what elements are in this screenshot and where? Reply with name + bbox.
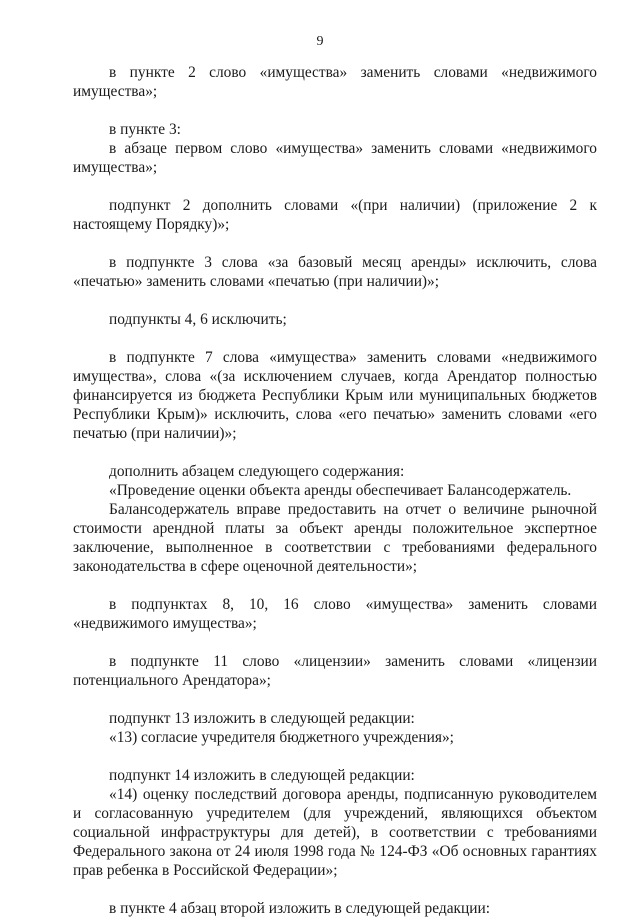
paragraph: в абзаце первом слово «имущества» заменить словами «недвижимого имущества»;: [73, 140, 597, 176]
paragraph: подпункт 2 дополнить словами «(при наличии) (приложение 2 к настоящему Порядку)»;: [73, 197, 597, 233]
paragraph: подпункт 14 изложить в следующей редакции:: [109, 767, 415, 784]
paragraph: в пункте 3:: [109, 121, 181, 138]
paragraph: в пункте 2 слово «имущества» заменить словами «недвижимого имущества»;: [73, 64, 597, 100]
paragraph: подпункты 4, 6 исключить;: [109, 311, 287, 328]
paragraph: в пункте 4 абзац второй изложить в следующей редакции:: [109, 900, 490, 917]
paragraph: в подпункте 3 слова «за базовый месяц аренды» исключить, слова «печатью» заменить словами «печатью (при наличии)»;: [73, 254, 597, 290]
paragraph: Балансодержатель вправе предоставить на отчет о величине рыночной стоимости арендной платы за объект аренды положительное экспертное заключение, выполненное в соответствии с требованиями федерального законодательства в сфере оценочной деятельности»;: [73, 501, 597, 575]
paragraph: «14) оценку последствий договора аренды, подписанную руководителем и согласованную учредителем (для учреждений, являющихся объектом социальной инфраструктуры для детей), в соответствии с требованиями Федерального закона от 24 июля 1998 года № 124-ФЗ «Об основных гарантиях прав ребенка в Российской Федерации»;: [73, 786, 597, 879]
paragraph: в подпункте 11 слово «лицензии» заменить словами «лицензии потенциального Арендатора»;: [73, 653, 597, 689]
page-number: 9: [316, 34, 324, 49]
paragraph: подпункт 13 изложить в следующей редакции:: [109, 710, 415, 727]
paragraph: в подпунктах 8, 10, 16 слово «имущества» заменить словами «недвижимого имущества»;: [73, 596, 597, 632]
paragraph: «Проведение оценки объекта аренды обеспечивает Балансодержатель.: [109, 482, 572, 499]
paragraph: дополнить абзацем следующего содержания:: [109, 463, 405, 480]
paragraph: в подпункте 7 слова «имущества» заменить словами «недвижимого имущества», слова «(за исключением случаев, когда Арендатор полностью финансируется из бюджета Республики Крым или муниципальных бюджетов Республики Крым)» исключить, слова «его печатью» заменить словами «его печатью (при наличии)»;: [73, 349, 597, 442]
paragraph: «13) согласие учредителя бюджетного учреждения»;: [109, 729, 454, 746]
document-body: [73, 63, 597, 918]
